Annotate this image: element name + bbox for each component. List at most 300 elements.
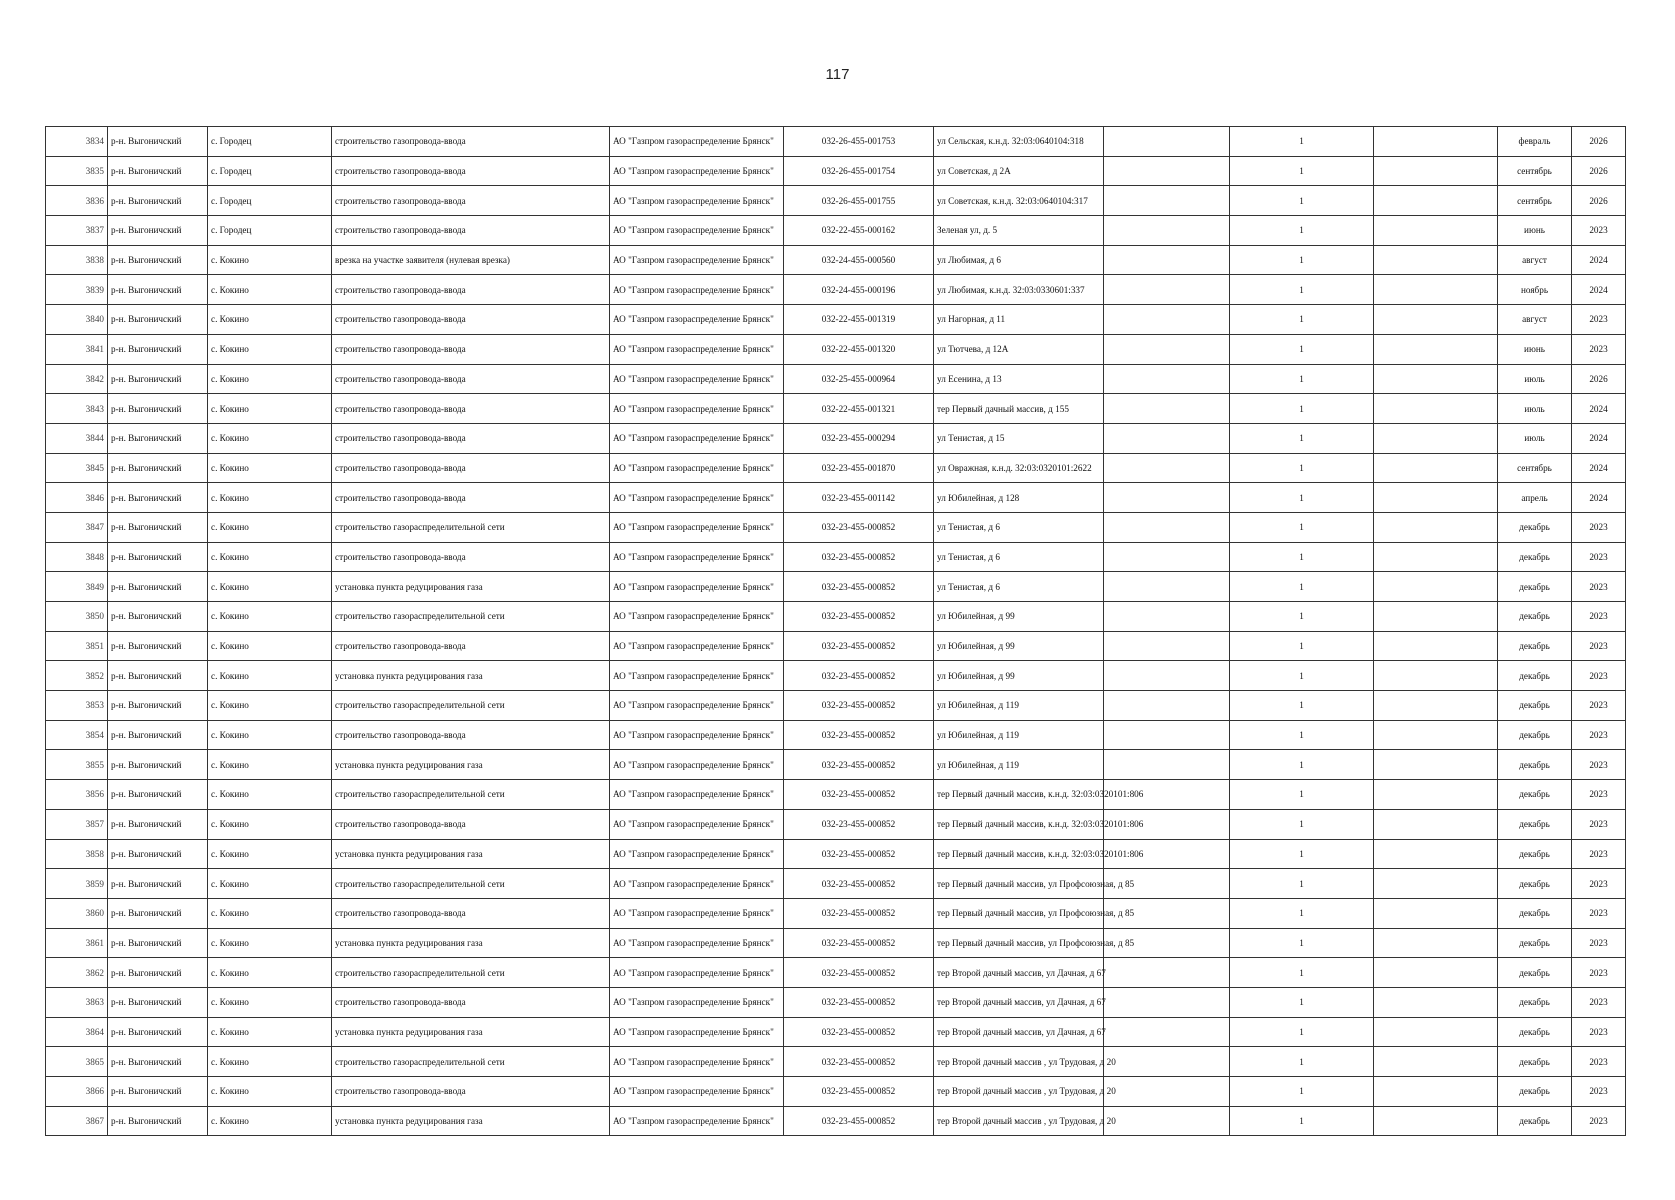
organization-cell: АО "Газпром газораспределение Брянск" — [610, 661, 784, 691]
organization-cell: АО "Газпром газораспределение Брянск" — [610, 305, 784, 335]
empty-cell — [1374, 1106, 1498, 1136]
work-type-cell: строительство газопровода-ввода — [332, 186, 610, 216]
year-cell: 2024 — [1572, 423, 1626, 453]
empty-cell — [1104, 602, 1230, 632]
empty-cell — [1104, 1077, 1230, 1107]
district-cell: р-н. Выгоничский — [108, 661, 208, 691]
work-type-cell: строительство газопровода-ввода — [332, 423, 610, 453]
row-number-cell: 3862 — [46, 958, 108, 988]
application-code-cell: 032-24-455-000560 — [784, 245, 934, 275]
row-number-cell: 3837 — [46, 216, 108, 246]
table-row — [46, 572, 1626, 602]
empty-cell — [1374, 839, 1498, 869]
organization-cell: АО "Газпром газораспределение Брянск" — [610, 127, 784, 157]
work-type-cell: строительство газопровода-ввода — [332, 305, 610, 335]
table-row — [46, 512, 1626, 542]
village-cell: с. Кокино — [208, 542, 332, 572]
month-cell: декабрь — [1498, 542, 1572, 572]
village-cell: с. Городец — [208, 156, 332, 186]
application-code-cell: 032-26-455-001753 — [784, 127, 934, 157]
application-code-cell: 032-23-455-000852 — [784, 1047, 934, 1077]
month-cell: декабрь — [1498, 661, 1572, 691]
application-code-cell: 032-23-455-000852 — [784, 602, 934, 632]
year-cell: 2023 — [1572, 809, 1626, 839]
month-cell: декабрь — [1498, 1106, 1572, 1136]
year-cell: 2026 — [1572, 156, 1626, 186]
empty-cell — [1374, 483, 1498, 513]
row-number-cell: 3866 — [46, 1077, 108, 1107]
organization-cell: АО "Газпром газораспределение Брянск" — [610, 750, 784, 780]
year-cell: 2023 — [1572, 572, 1626, 602]
village-cell: с. Кокино — [208, 780, 332, 810]
row-number-cell: 3855 — [46, 750, 108, 780]
work-type-cell: установка пункта редуцирования газа — [332, 839, 610, 869]
quantity-cell: 1 — [1230, 958, 1374, 988]
application-code-cell: 032-23-455-000294 — [784, 423, 934, 453]
village-cell: с. Кокино — [208, 809, 332, 839]
organization-cell: АО "Газпром газораспределение Брянск" — [610, 334, 784, 364]
empty-cell — [1374, 750, 1498, 780]
row-number-cell: 3845 — [46, 453, 108, 483]
organization-cell: АО "Газпром газораспределение Брянск" — [610, 1017, 784, 1047]
quantity-cell: 1 — [1230, 750, 1374, 780]
empty-cell — [1374, 809, 1498, 839]
page-number: 117 — [825, 66, 850, 83]
district-cell: р-н. Выгоничский — [108, 1017, 208, 1047]
year-cell: 2024 — [1572, 483, 1626, 513]
empty-cell — [1374, 898, 1498, 928]
month-cell: декабрь — [1498, 512, 1572, 542]
empty-cell — [1104, 1047, 1230, 1077]
address-cell: ул Юбилейная, д 119 — [934, 720, 1104, 750]
row-number-cell: 3863 — [46, 987, 108, 1017]
table-row — [46, 839, 1626, 869]
work-type-cell: строительство газораспределительной сети — [332, 691, 610, 721]
month-cell: декабрь — [1498, 691, 1572, 721]
organization-cell: АО "Газпром газораспределение Брянск" — [610, 453, 784, 483]
empty-cell — [1104, 987, 1230, 1017]
application-code-cell: 032-25-455-000964 — [784, 364, 934, 394]
district-cell: р-н. Выгоничский — [108, 987, 208, 1017]
quantity-cell: 1 — [1230, 869, 1374, 899]
district-cell: р-н. Выгоничский — [108, 156, 208, 186]
month-cell: декабрь — [1498, 572, 1572, 602]
application-code-cell: 032-22-455-001319 — [784, 305, 934, 335]
row-number-cell: 3857 — [46, 809, 108, 839]
village-cell: с. Кокино — [208, 512, 332, 542]
district-cell: р-н. Выгоничский — [108, 750, 208, 780]
empty-cell — [1104, 423, 1230, 453]
empty-cell — [1374, 691, 1498, 721]
work-type-cell: строительство газопровода-ввода — [332, 364, 610, 394]
work-type-cell: строительство газопровода-ввода — [332, 720, 610, 750]
gasification-registry-table — [45, 126, 1626, 1136]
work-type-cell: строительство газопровода-ввода — [332, 542, 610, 572]
empty-cell — [1104, 483, 1230, 513]
village-cell: с. Кокино — [208, 394, 332, 424]
work-type-cell: строительство газораспределительной сети — [332, 602, 610, 632]
village-cell: с. Кокино — [208, 1077, 332, 1107]
table-row — [46, 1077, 1626, 1107]
work-type-cell: строительство газопровода-ввода — [332, 334, 610, 364]
organization-cell: АО "Газпром газораспределение Брянск" — [610, 958, 784, 988]
work-type-cell: установка пункта редуцирования газа — [332, 750, 610, 780]
row-number-cell: 3846 — [46, 483, 108, 513]
row-number-cell: 3839 — [46, 275, 108, 305]
district-cell: р-н. Выгоничский — [108, 720, 208, 750]
empty-cell — [1374, 245, 1498, 275]
table-row — [46, 750, 1626, 780]
table-row — [46, 1047, 1626, 1077]
district-cell: р-н. Выгоничский — [108, 602, 208, 632]
empty-cell — [1104, 186, 1230, 216]
work-type-cell: строительство газораспределительной сети — [332, 780, 610, 810]
month-cell: декабрь — [1498, 1017, 1572, 1047]
empty-cell — [1104, 1106, 1230, 1136]
address-cell: тер Второй дачный массив, ул Дачная, д 67 — [934, 958, 1104, 988]
empty-cell — [1374, 1017, 1498, 1047]
organization-cell: АО "Газпром газораспределение Брянск" — [610, 780, 784, 810]
address-cell: ул Юбилейная, д 128 — [934, 483, 1104, 513]
row-number-cell: 3841 — [46, 334, 108, 364]
table-row — [46, 364, 1626, 394]
village-cell: с. Кокино — [208, 869, 332, 899]
address-cell: ул Тенистая, д 6 — [934, 542, 1104, 572]
month-cell: декабрь — [1498, 928, 1572, 958]
year-cell: 2023 — [1572, 216, 1626, 246]
address-cell: ул Советская, д 2А — [934, 156, 1104, 186]
month-cell: декабрь — [1498, 1047, 1572, 1077]
month-cell: сентябрь — [1498, 156, 1572, 186]
month-cell: июль — [1498, 394, 1572, 424]
work-type-cell: установка пункта редуцирования газа — [332, 1106, 610, 1136]
application-code-cell: 032-26-455-001754 — [784, 156, 934, 186]
address-cell: тер Первый дачный массив, ул Профсоюзная, д 85 — [934, 928, 1104, 958]
year-cell: 2023 — [1572, 898, 1626, 928]
year-cell: 2023 — [1572, 334, 1626, 364]
village-cell: с. Кокино — [208, 631, 332, 661]
district-cell: р-н. Выгоничский — [108, 512, 208, 542]
application-code-cell: 032-23-455-000852 — [784, 987, 934, 1017]
organization-cell: АО "Газпром газораспределение Брянск" — [610, 156, 784, 186]
year-cell: 2026 — [1572, 186, 1626, 216]
district-cell: р-н. Выгоничский — [108, 334, 208, 364]
work-type-cell: строительство газопровода-ввода — [332, 483, 610, 513]
empty-cell — [1374, 631, 1498, 661]
district-cell: р-н. Выгоничский — [108, 780, 208, 810]
table-row — [46, 987, 1626, 1017]
month-cell: декабрь — [1498, 987, 1572, 1017]
village-cell: с. Кокино — [208, 691, 332, 721]
organization-cell: АО "Газпром газораспределение Брянск" — [610, 602, 784, 632]
application-code-cell: 032-23-455-001142 — [784, 483, 934, 513]
row-number-cell: 3848 — [46, 542, 108, 572]
address-cell: ул Тенистая, д 6 — [934, 512, 1104, 542]
quantity-cell: 1 — [1230, 394, 1374, 424]
month-cell: август — [1498, 305, 1572, 335]
village-cell: с. Кокино — [208, 364, 332, 394]
work-type-cell: врезка на участке заявителя (нулевая врезка) — [332, 245, 610, 275]
district-cell: р-н. Выгоничский — [108, 928, 208, 958]
quantity-cell: 1 — [1230, 602, 1374, 632]
organization-cell: АО "Газпром газораспределение Брянск" — [610, 928, 784, 958]
month-cell: декабрь — [1498, 1077, 1572, 1107]
organization-cell: АО "Газпром газораспределение Брянск" — [610, 1077, 784, 1107]
table-row — [46, 958, 1626, 988]
address-cell: тер Второй дачный массив , ул Трудовая, д 20 — [934, 1106, 1104, 1136]
address-cell: ул Тютчева, д 12А — [934, 334, 1104, 364]
quantity-cell: 1 — [1230, 839, 1374, 869]
district-cell: р-н. Выгоничский — [108, 186, 208, 216]
district-cell: р-н. Выгоничский — [108, 1077, 208, 1107]
empty-cell — [1374, 305, 1498, 335]
row-number-cell: 3847 — [46, 512, 108, 542]
year-cell: 2023 — [1572, 691, 1626, 721]
empty-cell — [1374, 928, 1498, 958]
empty-cell — [1374, 216, 1498, 246]
address-cell: ул Любимая, д 6 — [934, 245, 1104, 275]
quantity-cell: 1 — [1230, 780, 1374, 810]
work-type-cell: строительство газораспределительной сети — [332, 1047, 610, 1077]
quantity-cell: 1 — [1230, 1017, 1374, 1047]
row-number-cell: 3864 — [46, 1017, 108, 1047]
row-number-cell: 3854 — [46, 720, 108, 750]
table-row — [46, 156, 1626, 186]
month-cell: декабрь — [1498, 631, 1572, 661]
empty-cell — [1374, 423, 1498, 453]
table-row — [46, 334, 1626, 364]
quantity-cell: 1 — [1230, 334, 1374, 364]
address-cell: ул Юбилейная, д 99 — [934, 631, 1104, 661]
application-code-cell: 032-23-455-000852 — [784, 720, 934, 750]
work-type-cell: строительство газораспределительной сети — [332, 512, 610, 542]
month-cell: декабрь — [1498, 839, 1572, 869]
work-type-cell: строительство газопровода-ввода — [332, 898, 610, 928]
organization-cell: АО "Газпром газораспределение Брянск" — [610, 186, 784, 216]
application-code-cell: 032-23-455-000852 — [784, 750, 934, 780]
empty-cell — [1104, 364, 1230, 394]
empty-cell — [1374, 572, 1498, 602]
empty-cell — [1104, 958, 1230, 988]
row-number-cell: 3859 — [46, 869, 108, 899]
quantity-cell: 1 — [1230, 512, 1374, 542]
village-cell: с. Кокино — [208, 1017, 332, 1047]
village-cell: с. Городец — [208, 127, 332, 157]
application-code-cell: 032-23-455-000852 — [784, 1017, 934, 1047]
address-cell: Зеленая ул, д. 5 — [934, 216, 1104, 246]
district-cell: р-н. Выгоничский — [108, 958, 208, 988]
month-cell: сентябрь — [1498, 453, 1572, 483]
year-cell: 2023 — [1572, 512, 1626, 542]
address-cell: ул Юбилейная, д 119 — [934, 750, 1104, 780]
district-cell: р-н. Выгоничский — [108, 1047, 208, 1077]
year-cell: 2023 — [1572, 661, 1626, 691]
quantity-cell: 1 — [1230, 305, 1374, 335]
application-code-cell: 032-23-455-000852 — [784, 869, 934, 899]
organization-cell: АО "Газпром газораспределение Брянск" — [610, 1106, 784, 1136]
address-cell: ул Советская, к.н.д. 32:03:0640104:317 — [934, 186, 1104, 216]
row-number-cell: 3834 — [46, 127, 108, 157]
address-cell: тер Первый дачный массив, к.н.д. 32:03:0320101:806 — [934, 780, 1104, 810]
empty-cell — [1374, 987, 1498, 1017]
row-number-cell: 3844 — [46, 423, 108, 453]
district-cell: р-н. Выгоничский — [108, 453, 208, 483]
village-cell: с. Кокино — [208, 750, 332, 780]
district-cell: р-н. Выгоничский — [108, 1106, 208, 1136]
empty-cell — [1104, 750, 1230, 780]
work-type-cell: строительство газораспределительной сети — [332, 958, 610, 988]
quantity-cell: 1 — [1230, 423, 1374, 453]
work-type-cell: строительство газораспределительной сети — [332, 869, 610, 899]
application-code-cell: 032-23-455-000852 — [784, 898, 934, 928]
table-row — [46, 720, 1626, 750]
empty-cell — [1374, 1047, 1498, 1077]
empty-cell — [1374, 453, 1498, 483]
month-cell: июль — [1498, 364, 1572, 394]
year-cell: 2024 — [1572, 275, 1626, 305]
address-cell: тер Первый дачный массив, к.н.д. 32:03:0320101:806 — [934, 839, 1104, 869]
quantity-cell: 1 — [1230, 1077, 1374, 1107]
work-type-cell: строительство газопровода-ввода — [332, 275, 610, 305]
village-cell: с. Кокино — [208, 898, 332, 928]
application-code-cell: 032-26-455-001755 — [784, 186, 934, 216]
empty-cell — [1374, 720, 1498, 750]
quantity-cell: 1 — [1230, 156, 1374, 186]
empty-cell — [1104, 127, 1230, 157]
organization-cell: АО "Газпром газораспределение Брянск" — [610, 275, 784, 305]
district-cell: р-н. Выгоничский — [108, 869, 208, 899]
table-row — [46, 631, 1626, 661]
month-cell: декабрь — [1498, 720, 1572, 750]
empty-cell — [1104, 305, 1230, 335]
application-code-cell: 032-23-455-001870 — [784, 453, 934, 483]
organization-cell: АО "Газпром газораспределение Брянск" — [610, 691, 784, 721]
year-cell: 2026 — [1572, 127, 1626, 157]
row-number-cell: 3858 — [46, 839, 108, 869]
empty-cell — [1374, 275, 1498, 305]
empty-cell — [1104, 661, 1230, 691]
address-cell: ул Овражная, к.н.д. 32:03:0320101:2622 — [934, 453, 1104, 483]
row-number-cell: 3865 — [46, 1047, 108, 1077]
empty-cell — [1104, 512, 1230, 542]
table-row — [46, 423, 1626, 453]
district-cell: р-н. Выгоничский — [108, 691, 208, 721]
district-cell: р-н. Выгоничский — [108, 245, 208, 275]
empty-cell — [1104, 572, 1230, 602]
quantity-cell: 1 — [1230, 898, 1374, 928]
empty-cell — [1374, 958, 1498, 988]
quantity-cell: 1 — [1230, 572, 1374, 602]
year-cell: 2023 — [1572, 750, 1626, 780]
year-cell: 2023 — [1572, 305, 1626, 335]
organization-cell: АО "Газпром газораспределение Брянск" — [610, 423, 784, 453]
table-row — [46, 869, 1626, 899]
table-row — [46, 275, 1626, 305]
year-cell: 2023 — [1572, 720, 1626, 750]
table-row — [46, 542, 1626, 572]
address-cell: ул Тенистая, д 6 — [934, 572, 1104, 602]
work-type-cell: строительство газопровода-ввода — [332, 453, 610, 483]
empty-cell — [1374, 869, 1498, 899]
application-code-cell: 032-23-455-000852 — [784, 691, 934, 721]
row-number-cell: 3835 — [46, 156, 108, 186]
district-cell: р-н. Выгоничский — [108, 216, 208, 246]
address-cell: ул Сельская, к.н.д. 32:03:0640104:318 — [934, 127, 1104, 157]
row-number-cell: 3849 — [46, 572, 108, 602]
application-code-cell: 032-22-455-000162 — [784, 216, 934, 246]
work-type-cell: строительство газопровода-ввода — [332, 1077, 610, 1107]
row-number-cell: 3843 — [46, 394, 108, 424]
work-type-cell: строительство газопровода-ввода — [332, 127, 610, 157]
village-cell: с. Кокино — [208, 720, 332, 750]
quantity-cell: 1 — [1230, 453, 1374, 483]
quantity-cell: 1 — [1230, 720, 1374, 750]
work-type-cell: строительство газопровода-ввода — [332, 394, 610, 424]
application-code-cell: 032-23-455-000852 — [784, 512, 934, 542]
month-cell: ноябрь — [1498, 275, 1572, 305]
village-cell: с. Кокино — [208, 334, 332, 364]
quantity-cell: 1 — [1230, 127, 1374, 157]
empty-cell — [1374, 364, 1498, 394]
organization-cell: АО "Газпром газораспределение Брянск" — [610, 631, 784, 661]
village-cell: с. Кокино — [208, 245, 332, 275]
district-cell: р-н. Выгоничский — [108, 423, 208, 453]
year-cell: 2023 — [1572, 958, 1626, 988]
organization-cell: АО "Газпром газораспределение Брянск" — [610, 216, 784, 246]
month-cell: июль — [1498, 423, 1572, 453]
village-cell: с. Кокино — [208, 453, 332, 483]
address-cell: тер Второй дачный массив, ул Дачная, д 67 — [934, 987, 1104, 1017]
row-number-cell: 3842 — [46, 364, 108, 394]
organization-cell: АО "Газпром газораспределение Брянск" — [610, 1047, 784, 1077]
organization-cell: АО "Газпром газораспределение Брянск" — [610, 809, 784, 839]
application-code-cell: 032-23-455-000852 — [784, 542, 934, 572]
year-cell: 2024 — [1572, 394, 1626, 424]
table-row — [46, 780, 1626, 810]
village-cell: с. Кокино — [208, 958, 332, 988]
application-code-cell: 032-22-455-001320 — [784, 334, 934, 364]
village-cell: с. Кокино — [208, 423, 332, 453]
quantity-cell: 1 — [1230, 216, 1374, 246]
work-type-cell: строительство газопровода-ввода — [332, 631, 610, 661]
district-cell: р-н. Выгоничский — [108, 275, 208, 305]
work-type-cell: установка пункта редуцирования газа — [332, 661, 610, 691]
organization-cell: АО "Газпром газораспределение Брянск" — [610, 542, 784, 572]
work-type-cell: установка пункта редуцирования газа — [332, 572, 610, 602]
row-number-cell: 3852 — [46, 661, 108, 691]
quantity-cell: 1 — [1230, 987, 1374, 1017]
empty-cell — [1104, 542, 1230, 572]
month-cell: июнь — [1498, 334, 1572, 364]
address-cell: ул Нагорная, д 11 — [934, 305, 1104, 335]
application-code-cell: 032-23-455-000852 — [784, 661, 934, 691]
empty-cell — [1104, 394, 1230, 424]
month-cell: июнь — [1498, 216, 1572, 246]
organization-cell: АО "Газпром газораспределение Брянск" — [610, 898, 784, 928]
application-code-cell: 032-23-455-000852 — [784, 1106, 934, 1136]
empty-cell — [1374, 186, 1498, 216]
year-cell: 2023 — [1572, 602, 1626, 632]
address-cell: тер Первый дачный массив, ул Профсоюзная, д 85 — [934, 869, 1104, 899]
row-number-cell: 3836 — [46, 186, 108, 216]
empty-cell — [1104, 691, 1230, 721]
village-cell: с. Кокино — [208, 1047, 332, 1077]
row-number-cell: 3856 — [46, 780, 108, 810]
organization-cell: АО "Газпром газораспределение Брянск" — [610, 483, 784, 513]
month-cell: февраль — [1498, 127, 1572, 157]
empty-cell — [1374, 512, 1498, 542]
quantity-cell: 1 — [1230, 928, 1374, 958]
